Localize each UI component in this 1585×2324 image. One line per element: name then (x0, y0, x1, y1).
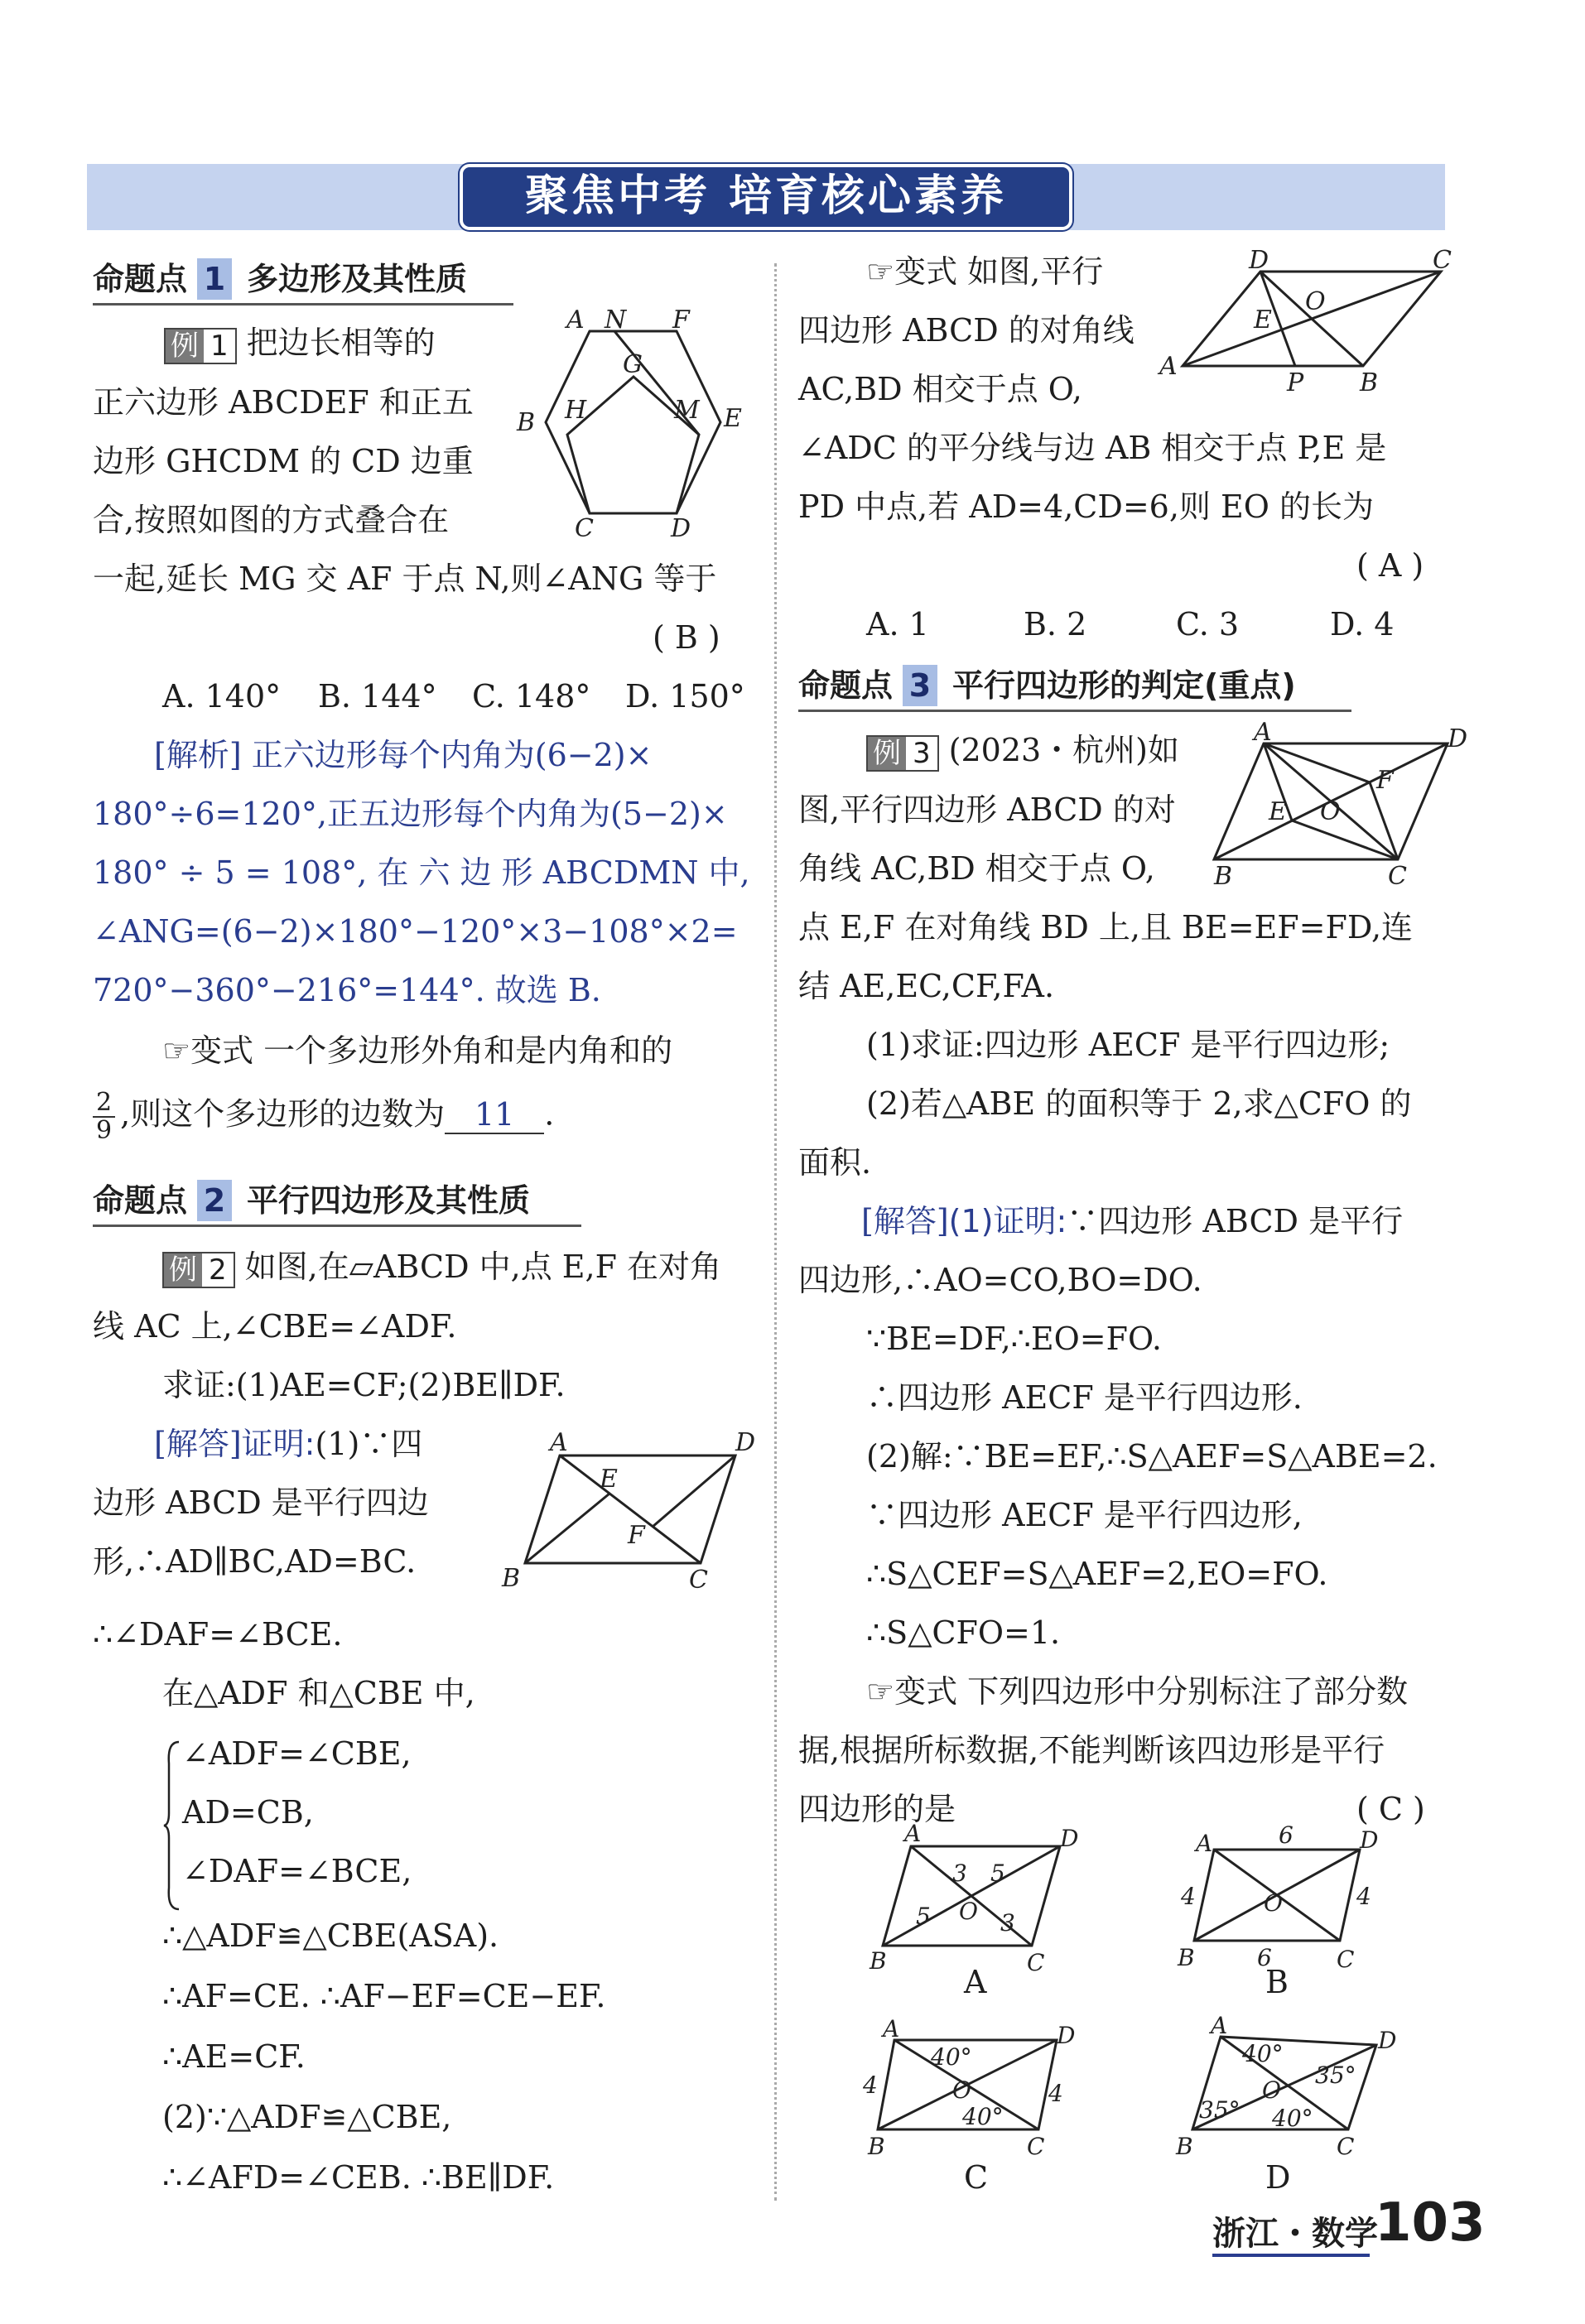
banner-title: 聚焦中考 培育核心素养 (524, 171, 1008, 221)
page-number: 103 (1375, 2192, 1486, 2254)
ex3-line-3: 点 E,F 在对角线 BD 上,且 BE=EF=FD,连 (798, 909, 1414, 945)
ex3-line-7: 面积. (798, 1144, 872, 1181)
parallelogram-figure-var2 (1156, 248, 1462, 397)
var2-option-b: B. 2 (1024, 606, 1087, 642)
parallelogram-figure-ex2 (494, 1428, 767, 1596)
label-d: D (1057, 2022, 1076, 2049)
label-a: A (1211, 2012, 1228, 2039)
label-c: C (575, 514, 594, 543)
label-p: P (1287, 368, 1304, 397)
label-h: H (565, 396, 587, 425)
label-c: C (1027, 1949, 1045, 1976)
label-d: D (735, 1428, 756, 1457)
ex1-line-1: 正六边形 ABCDEF 和正五 (93, 384, 474, 421)
ex3-line-5: (1)求证:四边形 AECF 是平行四边形; (866, 1027, 1390, 1063)
example-badge (162, 1252, 235, 1288)
label-f: F (1376, 766, 1394, 795)
label-b: B (1214, 862, 1233, 891)
answer-tag: [解答] (154, 1426, 242, 1462)
label-d: D (671, 514, 691, 543)
caption-d: D (1265, 2159, 1291, 2196)
var2-line-2: AC,BD 相交于点 O, (798, 371, 1082, 407)
ex2-proof-line-8: ∴△ADF≌△CBE(ASA). (162, 1917, 499, 1954)
ex1-line-2: 边形 GHCDM 的 CD 边重 (93, 443, 474, 479)
section-underline (798, 710, 1351, 712)
label-d: D (1360, 1826, 1379, 1854)
label-o: O (959, 1898, 978, 1925)
variant-tail: ,则这个多边形的边数为 (120, 1095, 446, 1133)
ex2-proof-line-3: ∴∠DAF=∠BCE. (93, 1616, 343, 1653)
ex3-line-0 (866, 732, 1179, 772)
segment-label: 4 (863, 2071, 878, 2099)
var3-line-2: 四边形的是 (798, 1791, 956, 1827)
ex2-text: 如图,在▱ABCD 中,点 E,F 在对角 (244, 1249, 722, 1285)
var2-option-c: C. 3 (1176, 606, 1240, 642)
section-title: 多边形及其性质 (247, 261, 468, 297)
ex2-proof-line-4: 在△ADF 和△CBE 中, (162, 1675, 475, 1711)
caption-a: A (964, 1964, 987, 2000)
variant-tag: ☞变式 (162, 1032, 254, 1069)
label-a: A (883, 2015, 900, 2043)
label-b: B (502, 1564, 521, 1593)
analysis-text: 正六边形每个内角为(6−2)× (251, 737, 653, 773)
ex3-line-4: 结 AE,EC,CF,FA. (798, 968, 1055, 1004)
segment-label: 4 (1048, 2080, 1063, 2107)
variant-text: 如图,平行 (967, 253, 1104, 290)
caption-c: C (964, 2159, 989, 2196)
variant-tag: ☞变式 (866, 1673, 958, 1710)
ex3-sol-line-5: ∵四边形 AECF 是平行四边形, (866, 1497, 1303, 1533)
label-c: C (1027, 2133, 1045, 2160)
label-a: A (1196, 1830, 1213, 1857)
footer-underline (1212, 2254, 1370, 2257)
ex3-sol-line-7: ∴S△CFO=1. (866, 1614, 1061, 1651)
label-f: F (628, 1521, 645, 1550)
var2-line-3: ∠ADC 的平分线与边 AB 相交于点 P,E 是 (798, 430, 1387, 466)
ex3-sol-line-4: (2)解:∵BE=EF,∴S△AEF=S△ABE=2. (866, 1438, 1438, 1475)
label-a: A (566, 306, 585, 334)
segment-label: 3 (1000, 1909, 1015, 1937)
ex1-option-d: D. 150° (625, 678, 745, 715)
ex1-option-c: C. 148° (472, 678, 591, 715)
segment-label: 6 (1257, 1944, 1272, 1971)
segment-label: 4 (1181, 1883, 1196, 1910)
example-badge (164, 328, 237, 364)
label-a: A (550, 1428, 568, 1457)
label-b: B (1360, 368, 1379, 397)
section-underline (93, 303, 513, 306)
ex3-sol-line-6: ∴S△CEF=S△AEF=2,EO=FO. (866, 1556, 1328, 1592)
brace-icon (162, 1739, 182, 1913)
angle-label: 40° (931, 2043, 972, 2071)
ex1-line-4: 一起,延长 MG 交 AF 于点 N,则∠ANG 等于 (93, 561, 717, 597)
var2-option-a: A. 1 (866, 606, 929, 642)
section-title: 平行四边形的判定(重点) (952, 667, 1296, 704)
ex1-line-3: 合,按照如图的方式叠合在 (93, 502, 450, 538)
option-b-figure (1166, 1818, 1390, 1975)
example-badge-label: 例 (868, 737, 906, 770)
ex3-sol-line-0 (861, 1203, 1403, 1239)
label-c: C (689, 1566, 708, 1595)
example-badge-label: 例 (166, 330, 204, 363)
section-label: 命题点 (93, 1182, 188, 1219)
label-f: F (672, 306, 690, 334)
example-badge-label: 例 (164, 1253, 202, 1287)
label-b: B (868, 2133, 885, 2160)
label-b: B (1178, 1944, 1195, 1971)
ex1-analysis-line-0 (154, 737, 652, 773)
var2-line-1: 四边形 ABCD 的对角线 (798, 312, 1135, 349)
ex2-proof-line-0 (154, 1426, 422, 1462)
ex1-analysis-line-4: 720°−360°−216°=144°. 故选 B. (93, 972, 601, 1008)
label-d: D (1378, 2027, 1397, 2054)
label-b: B (517, 408, 536, 437)
label-c: C (1433, 246, 1452, 275)
label-c: C (1337, 2133, 1355, 2160)
segment-label: 6 (1279, 1821, 1294, 1849)
section-title: 平行四边形及其性质 (247, 1182, 531, 1219)
segment-label: 5 (916, 1903, 931, 1930)
section-label: 命题点 (798, 667, 894, 704)
ex1-text: 把边长相等的 (246, 325, 436, 361)
ex2-proof-line-9: ∴AF=CE. ∴AF−EF=CE−EF. (162, 1978, 606, 2014)
ex3-line-2: 角线 AC,BD 相交于点 O, (798, 850, 1155, 887)
example-badge-number: 3 (913, 736, 931, 770)
label-d: D (1249, 246, 1269, 275)
label-e: E (600, 1465, 618, 1494)
label-b: B (870, 1947, 887, 1975)
proof-label: 证明: (241, 1426, 316, 1462)
ex1-option-a: A. 140° (162, 678, 282, 715)
label-a: A (1159, 352, 1178, 381)
ex3-text: (2023・杭州)如 (948, 732, 1179, 768)
label-e: E (724, 404, 742, 433)
ex2-proof-line-5: ∠ADF=∠CBE, (182, 1735, 412, 1772)
segment-label: 4 (1356, 1883, 1371, 1910)
label-o: O (1320, 797, 1341, 826)
label-m: M (674, 396, 700, 425)
section-2-header (93, 1180, 530, 1221)
ex3-line-1: 图,平行四边形 ABCD 的对 (798, 792, 1176, 828)
ex2-proof-line-6: AD=CB, (182, 1794, 314, 1831)
option-c-figure (861, 2014, 1085, 2163)
ex1-analysis-line-1: 180°÷6=120°,正五边形每个内角为(5−2)× (93, 796, 728, 832)
ex2-proof-line-2: 形,∴AD∥BC,AD=BC. (93, 1543, 417, 1580)
example-badge (866, 735, 939, 772)
segment-label: 5 (990, 1860, 1005, 1887)
section-underline (93, 1225, 581, 1227)
option-a-figure (861, 1821, 1085, 1979)
segment-label: 3 (952, 1860, 967, 1887)
var3-line-1: 据,根据所标数据,不能判断该四边形是平行 (798, 1732, 1385, 1768)
proof-label: (1)证明: (948, 1203, 1067, 1239)
variant-text: 一个多边形外角和是内角和的 (263, 1032, 673, 1069)
ex1-analysis-line-2: 180° ÷ 5 = 108°, 在 六 边 形 ABCDMN 中, (93, 854, 750, 891)
ex3-sol-line-2: ∵BE=DF,∴EO=FO. (866, 1321, 1162, 1357)
label-o: O (1264, 1889, 1283, 1917)
var2-answer: ( A ) (1356, 547, 1424, 584)
fraction-numerator: 2 (93, 1090, 115, 1118)
ex1-option-b: B. 144° (318, 678, 437, 715)
ex3-line-6: (2)若△ABE 的面积等于 2,求△CFO 的 (866, 1085, 1412, 1122)
variant-tag: ☞变式 (866, 253, 958, 290)
angle-label: 35° (1199, 2096, 1241, 2124)
variant-end: . (544, 1095, 555, 1133)
var2-option-d: D. 4 (1330, 606, 1395, 642)
var3-answer: ( C ) (1356, 1791, 1425, 1827)
ex1-variant-line-2 (93, 1090, 554, 1144)
label-c: C (1337, 1946, 1355, 1973)
ex2-proof-line-10: ∴AE=CF. (162, 2038, 306, 2075)
angle-label: 35° (1315, 2062, 1356, 2089)
ex2-line-0 (162, 1249, 721, 1288)
ex2-proof-line-1: 边形 ABCD 是平行四边 (93, 1484, 429, 1521)
ex2-line-1: 线 AC 上,∠CBE=∠ADF. (93, 1308, 457, 1345)
label-d: D (1060, 1825, 1079, 1852)
label-g: G (623, 350, 643, 379)
var3-line-0 (866, 1673, 1408, 1710)
example-badge-number: 2 (209, 1253, 227, 1287)
ex2-proof-line-7: ∠DAF=∠BCE, (182, 1853, 412, 1889)
proof-text: (1)∵四 (315, 1426, 423, 1462)
label-e: E (1269, 797, 1287, 826)
angle-label: 40° (1272, 2105, 1313, 2132)
label-c: C (1388, 862, 1407, 891)
example-badge-number: 1 (210, 329, 229, 363)
variant-answer: 11 (445, 1096, 544, 1134)
var2-line-4: PD 中点,若 AD=4,CD=6,则 EO 的长为 (798, 488, 1374, 525)
ex3-sol-line-3: ∴四边形 AECF 是平行四边形. (866, 1379, 1303, 1416)
label-d: D (1448, 724, 1468, 753)
caption-b: B (1265, 1964, 1289, 2000)
ex1-variant-line (162, 1032, 672, 1069)
label-o: O (1262, 2076, 1281, 2104)
ex2-proof-line-12: ∴∠AFD=∠CEB. ∴BE∥DF. (162, 2159, 555, 2196)
column-divider (774, 263, 777, 2201)
label-b: B (1176, 2133, 1193, 2160)
solution-text: ∵四边形 ABCD 是平行 (1067, 1203, 1404, 1239)
section-number: 3 (903, 665, 937, 706)
parallelogram-figure-ex3 (1214, 718, 1468, 893)
ex2-line-2: 求证:(1)AE=CF;(2)BE∥DF. (162, 1367, 566, 1403)
ex1-analysis-line-3: ∠ANG=(6−2)×180°−120°×3−108°×2= (93, 913, 738, 950)
fraction-denominator: 9 (96, 1116, 113, 1145)
analysis-tag: [解析] (154, 737, 242, 773)
ex2-proof-line-11: (2)∵△ADF≌△CBE, (162, 2099, 452, 2135)
fraction (93, 1090, 115, 1144)
section-number: 1 (197, 258, 232, 300)
hexagon-pentagon-figure (507, 306, 755, 543)
ex1-line-0 (164, 325, 436, 364)
section-label: 命题点 (93, 261, 188, 297)
var2-line-0 (866, 253, 1103, 290)
footer-label: 浙江・数学 (1212, 2215, 1378, 2253)
option-d-figure (1166, 2014, 1406, 2163)
variant-text: 下列四边形中分别标注了部分数 (967, 1673, 1409, 1710)
section-3-header (798, 665, 1296, 706)
answer-tag: [解答] (861, 1203, 949, 1239)
label-n: N (605, 306, 627, 334)
section-number: 2 (197, 1180, 232, 1221)
section-1-header (93, 258, 467, 300)
angle-label: 40° (1242, 2040, 1284, 2067)
ex3-sol-line-1: 四边形,∴AO=CO,BO=DO. (798, 1262, 1202, 1298)
label-a: A (1254, 718, 1272, 747)
label-a: A (904, 1820, 922, 1847)
label-e: E (1254, 306, 1272, 334)
angle-label: 40° (962, 2103, 1004, 2130)
ex1-answer: ( B ) (653, 619, 720, 656)
label-o: O (1305, 287, 1326, 316)
label-o: O (952, 2076, 971, 2104)
